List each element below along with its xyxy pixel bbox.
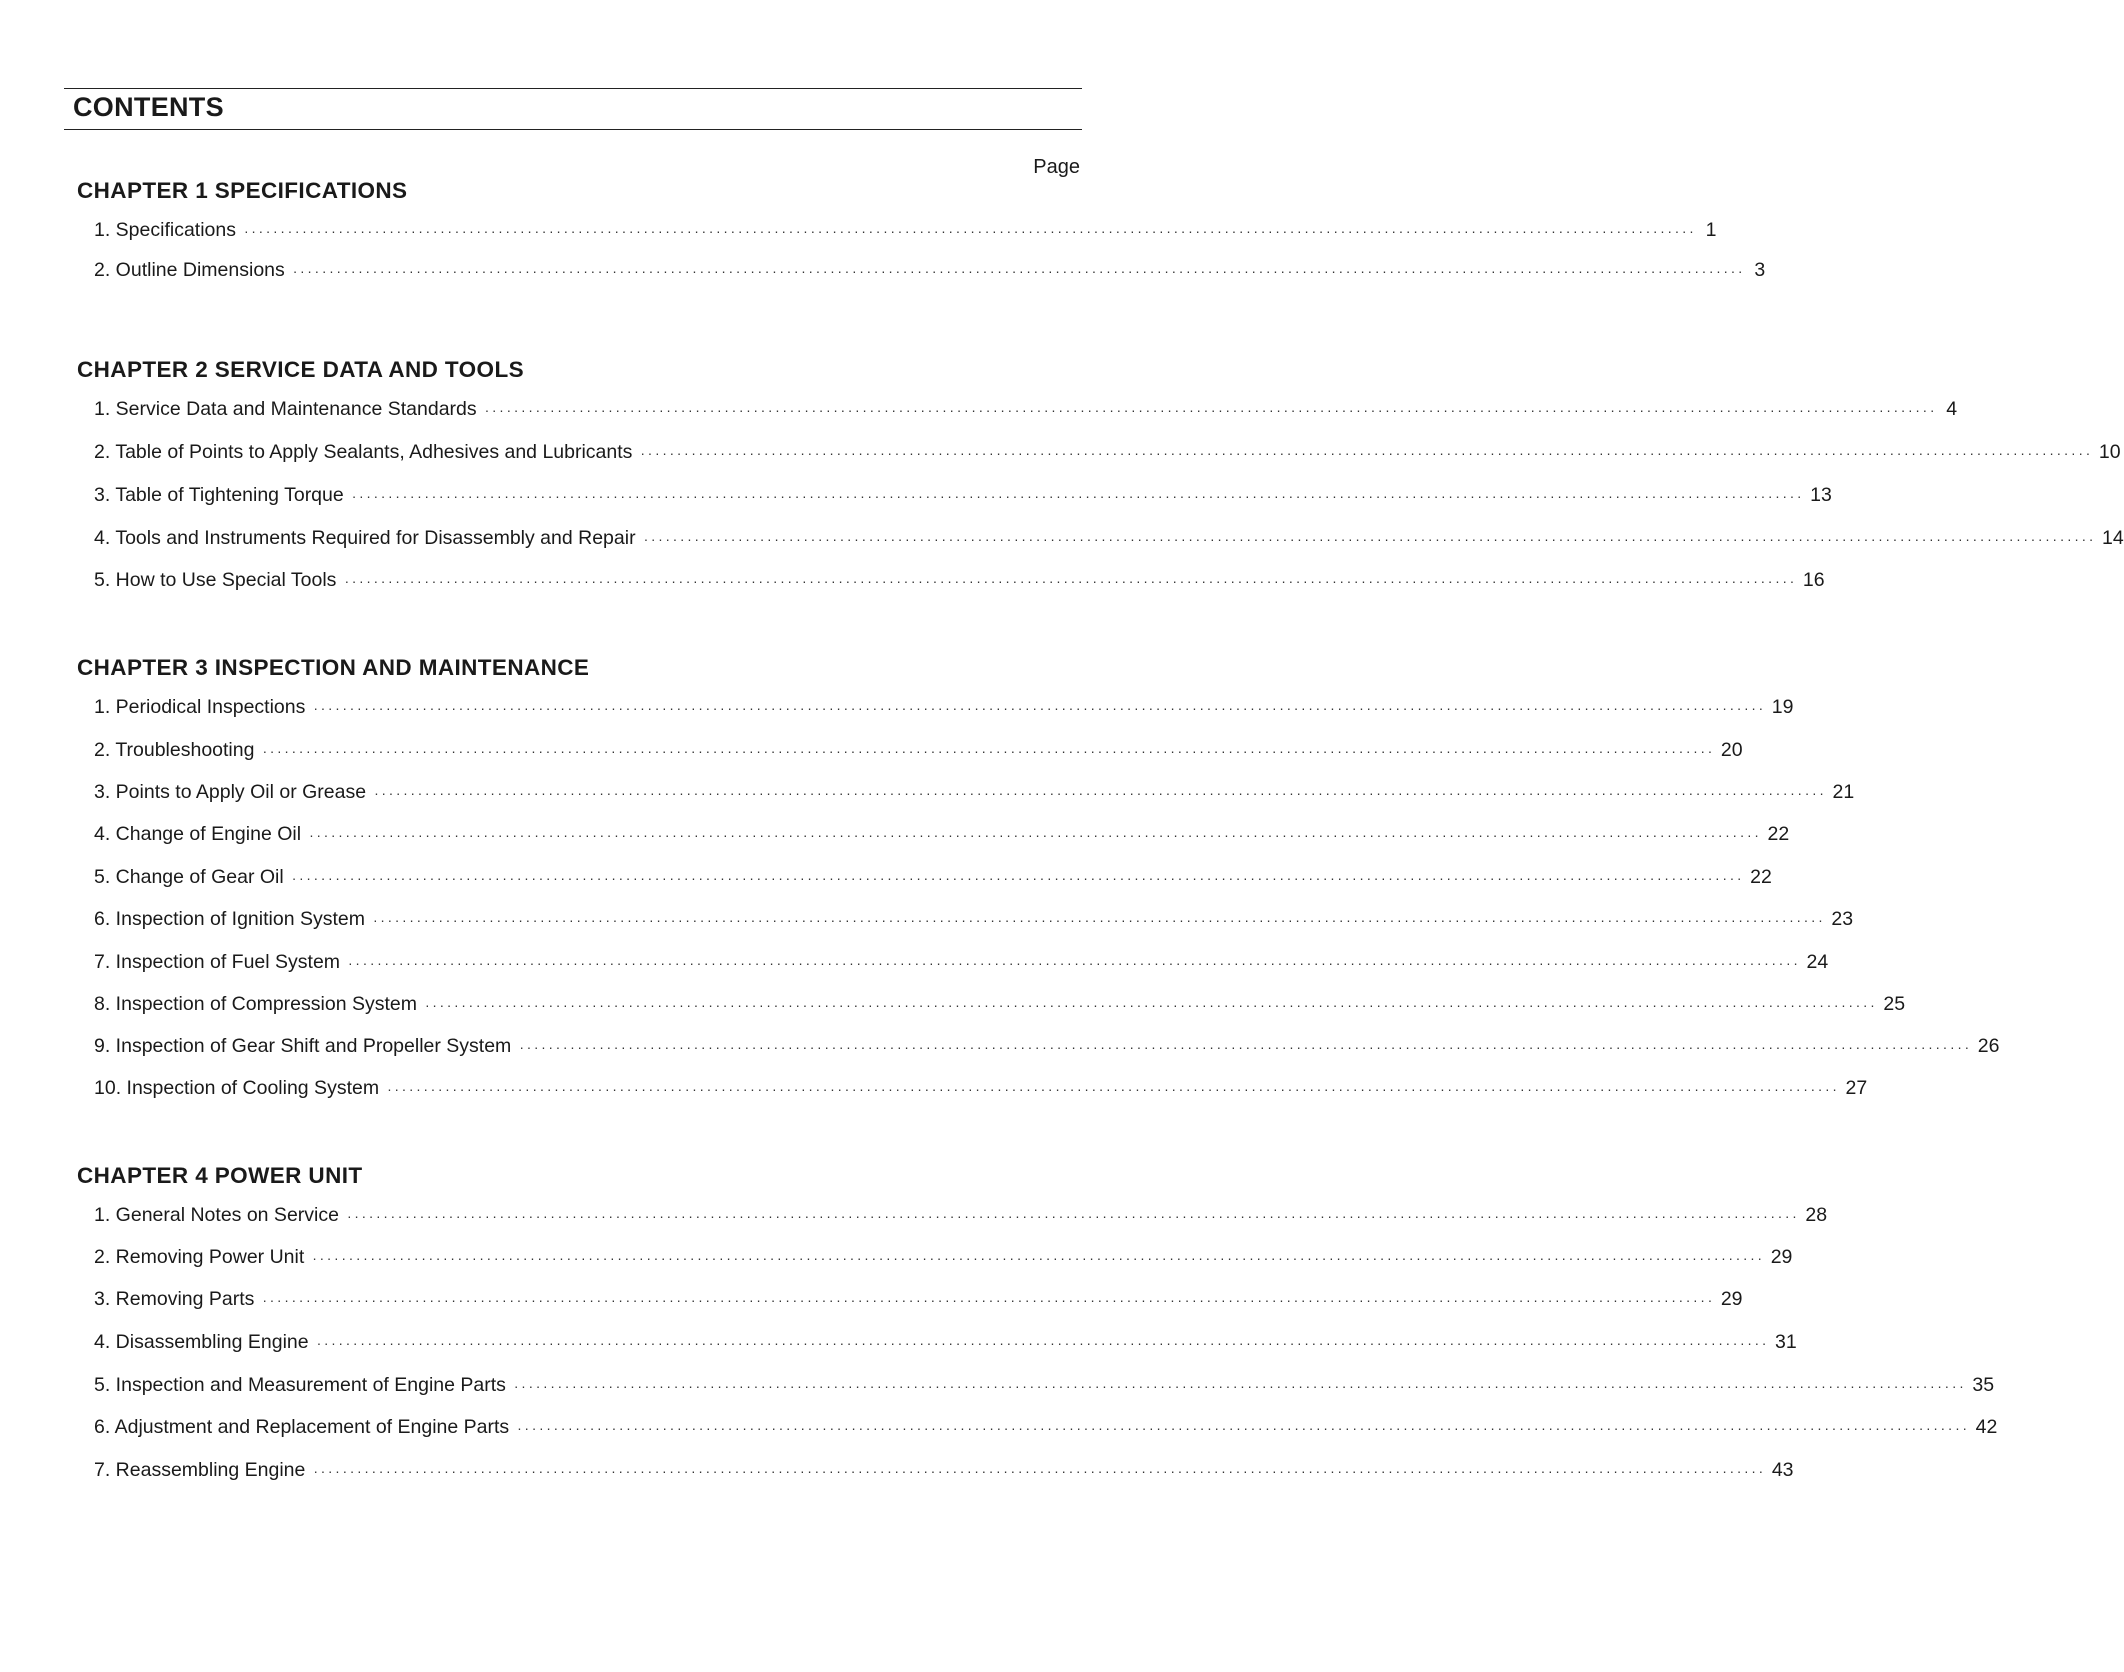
entry-page-number: 10 [2098, 441, 2121, 463]
dot-leader: ········································································································································································································ [374, 785, 1827, 801]
toc-entry[interactable] [94, 441, 2121, 469]
dot-leader: ········································································································································································································ [348, 955, 1801, 971]
toc-entry[interactable] [94, 1331, 1797, 1359]
dot-leader: ········································································································································································································ [640, 445, 2093, 461]
entry-page-number: 20 [1720, 739, 1743, 761]
entry-page-number: 25 [1883, 993, 1906, 1015]
entry-page-number: 29 [1770, 1246, 1793, 1268]
chapter-title: CHAPTER 1 SPECIFICATIONS [77, 178, 408, 203]
dot-leader: ········································································································································································································ [313, 1463, 1766, 1479]
header-rule-bottom [64, 129, 1082, 130]
dot-leader: ········································································································································································································ [344, 573, 1797, 589]
chapter-title: CHAPTER 2 SERVICE DATA AND TOOLS [77, 357, 525, 382]
dot-leader: ········································································································································································································ [346, 1208, 1800, 1224]
entry-page-number: 3 [1754, 259, 1766, 281]
dot-leader: ········································································································································································································ [513, 1378, 1967, 1394]
toc-entry[interactable] [94, 823, 1790, 851]
entry-label: 5. Change of Gear Oil [94, 866, 284, 888]
entry-label: 5. How to Use Special Tools [94, 569, 337, 591]
entry-label: 4. Tools and Instruments Required for Disassembly and Repair [94, 527, 636, 549]
toc-entry[interactable] [94, 527, 2124, 555]
entry-label: 4. Change of Engine Oil [94, 823, 302, 845]
chapter-title: CHAPTER 4 POWER UNIT [77, 1163, 363, 1188]
entry-label: 2. Removing Power Unit [94, 1246, 305, 1268]
entry-page-number: 43 [1771, 1459, 1794, 1481]
entry-page-number: 19 [1771, 696, 1794, 718]
entry-label: 6. Inspection of Ignition System [94, 908, 365, 930]
toc-entry[interactable] [94, 569, 1825, 597]
entry-label: 3. Removing Parts [94, 1288, 255, 1310]
dot-leader: ········································································································································································································ [517, 1420, 1970, 1436]
page-title: CONTENTS [73, 92, 224, 122]
entry-label: 1. Periodical Inspections [94, 696, 306, 718]
entry-label: 7. Inspection of Fuel System [94, 951, 341, 973]
entry-label: 3. Table of Tightening Torque [94, 484, 344, 506]
toc-entry[interactable] [94, 951, 1829, 979]
header-rule-top [64, 88, 1082, 89]
toc-entry[interactable] [94, 1246, 1793, 1274]
toc-entry[interactable] [94, 739, 1743, 767]
entry-page-number: 29 [1720, 1288, 1743, 1310]
entry-page-number: 22 [1750, 866, 1772, 888]
toc-entry[interactable] [94, 696, 1794, 724]
entry-label: 1. Service Data and Maintenance Standards [94, 398, 477, 420]
toc-entry[interactable] [94, 1416, 1998, 1444]
toc-entry[interactable] [94, 259, 1766, 287]
entry-page-number: 27 [1845, 1077, 1868, 1099]
entry-page-number: 21 [1832, 781, 1855, 803]
entry-page-number: 13 [1810, 484, 1832, 506]
toc-entry[interactable] [94, 1204, 1828, 1232]
entry-page-number: 14 [2102, 527, 2124, 549]
entry-label: 2. Outline Dimensions [94, 259, 285, 281]
entry-label: 10. Inspection of Cooling System [94, 1077, 380, 1099]
toc-entry[interactable] [94, 1459, 1794, 1487]
entry-page-number: 16 [1802, 569, 1825, 591]
entry-page-number: 28 [1805, 1204, 1828, 1226]
dot-leader: ········································································································································································································ [262, 743, 1715, 759]
dot-leader: ········································································································································································································ [372, 912, 1826, 928]
entry-label: 6. Adjustment and Replacement of Engine Parts [94, 1416, 510, 1438]
toc-entry[interactable] [94, 908, 1854, 936]
toc-entry[interactable] [94, 1077, 1868, 1105]
entry-page-number: 22 [1767, 823, 1790, 845]
toc-entry[interactable] [94, 484, 1832, 512]
toc-entry[interactable] [94, 1374, 1995, 1402]
toc-entry[interactable] [94, 398, 1958, 426]
dot-leader: ········································································································································································································ [387, 1081, 1840, 1097]
entry-page-number: 23 [1831, 908, 1854, 930]
entry-label: 3. Points to Apply Oil or Grease [94, 781, 367, 803]
entry-label: 5. Inspection and Measurement of Engine Parts [94, 1374, 506, 1396]
dot-leader: ········································································································································································································ [313, 700, 1766, 716]
dot-leader: ········································································································································································································ [262, 1292, 1715, 1308]
chapter-title: CHAPTER 3 INSPECTION AND MAINTENANCE [77, 655, 590, 680]
toc-entry[interactable] [94, 219, 1717, 247]
entry-label: 2. Troubleshooting [94, 739, 255, 761]
entry-label: 1. Specifications [94, 219, 236, 241]
dot-leader: ········································································································································································································ [519, 1039, 1972, 1055]
dot-leader: ········································································································································································································ [291, 870, 1745, 886]
page-column-label: Page [1033, 156, 1080, 178]
dot-leader: ········································································································································································································ [292, 263, 1746, 279]
entry-label: 7. Reassembling Engine [94, 1459, 306, 1481]
entry-page-number: 31 [1775, 1331, 1797, 1353]
toc-entry[interactable] [94, 866, 1772, 894]
dot-leader: ········································································································································································································ [312, 1250, 1765, 1266]
entry-page-number: 1 [1705, 219, 1717, 241]
entry-label: 9. Inspection of Gear Shift and Propeller System [94, 1035, 512, 1057]
entry-page-number: 24 [1806, 951, 1829, 973]
dot-leader: ········································································································································································································ [643, 531, 2096, 547]
dot-leader: ········································································································································································································ [424, 997, 1878, 1013]
toc-entry[interactable] [94, 1288, 1743, 1316]
entry-page-number: 26 [1977, 1035, 2000, 1057]
dot-leader: ········································································································································································································ [316, 1335, 1770, 1351]
toc-entry[interactable] [94, 993, 1906, 1021]
dot-leader: ········································································································································································································ [244, 223, 1697, 239]
entry-label: 4. Disassembling Engine [94, 1331, 309, 1353]
entry-label: 2. Table of Points to Apply Sealants, Adhesives and Lubricants [94, 441, 633, 463]
entry-label: 1. General Notes on Service [94, 1204, 339, 1226]
entry-label: 8. Inspection of Compression System [94, 993, 417, 1015]
entry-page-number: 35 [1972, 1374, 1995, 1396]
entry-page-number: 42 [1975, 1416, 1998, 1438]
dot-leader: ········································································································································································································ [351, 488, 1805, 504]
entry-page-number: 4 [1946, 398, 1958, 420]
toc-entry[interactable] [94, 781, 1855, 809]
dot-leader: ········································································································································································································ [309, 827, 1762, 843]
dot-leader: ········································································································································································································ [484, 402, 1938, 418]
toc-entry[interactable] [94, 1035, 2000, 1063]
